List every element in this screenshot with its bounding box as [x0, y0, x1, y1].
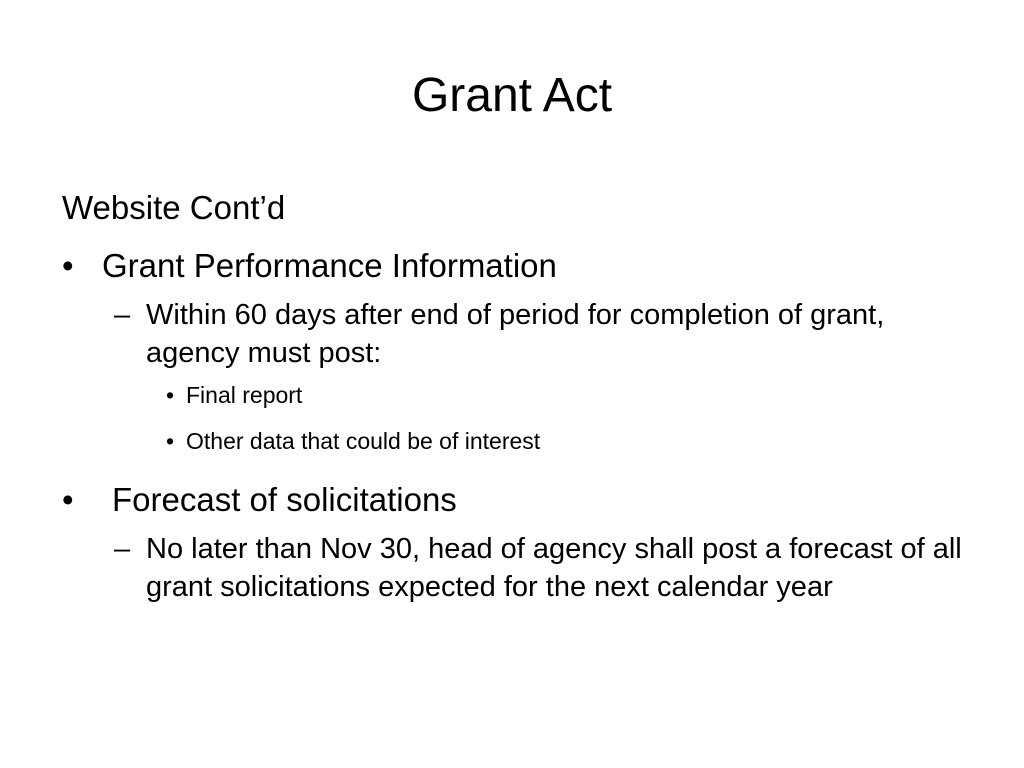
sub-sub-item-text: Other data that could be of interest	[186, 428, 541, 454]
bullet-marker: •	[166, 428, 175, 454]
sub-sub-item-text: Final report	[186, 382, 303, 408]
bullet-marker: •	[166, 382, 175, 408]
slide-body	[62, 186, 962, 614]
bullet-text: Grant Performance Information	[102, 247, 557, 284]
slide-title: Grant Act	[411, 69, 613, 122]
sub-item-nov-30	[114, 530, 962, 606]
sub-item-text: No later than Nov 30, head of agency shall post a forecast of all grant solicitations expected for the next calendar year	[146, 533, 962, 603]
sub-sub-item-final-report	[166, 380, 962, 410]
dash-marker: –	[114, 533, 131, 565]
section-heading: Website Cont’d	[62, 189, 286, 226]
bullet-marker: •	[62, 481, 74, 518]
sub-item-within-60-days	[114, 296, 962, 372]
bullet-marker: •	[62, 247, 74, 284]
sub-sub-item-other-data	[166, 426, 962, 456]
dash-marker: –	[114, 299, 131, 331]
bullet-item-grant-performance	[62, 244, 962, 288]
bullet-item-forecast	[62, 478, 962, 522]
bullet-text: Forecast of solicitations	[112, 481, 457, 518]
sub-item-text: Within 60 days after end of period for completion of grant, agency must post:	[146, 299, 885, 369]
